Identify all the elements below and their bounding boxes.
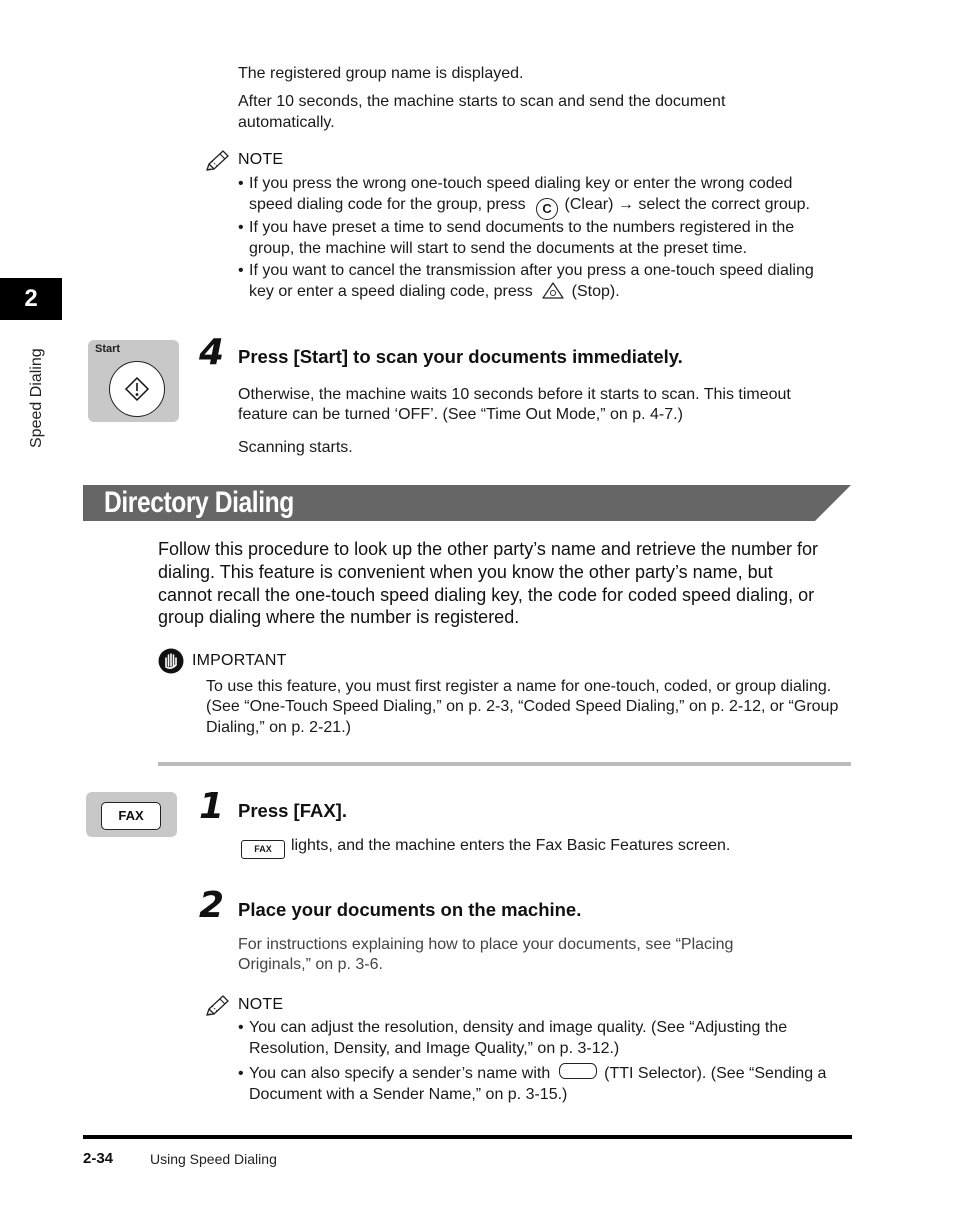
note-2-bullet-2-line1 xyxy=(249,1063,826,1084)
step-2-number: 2 xyxy=(199,885,225,926)
note-2-bullet-2-text-a: You can also specify a sender’s name with xyxy=(249,1065,551,1082)
fax-key-label: FAX xyxy=(118,808,144,823)
note-2-bullet-1 xyxy=(238,1017,788,1059)
step-1-title: Press [FAX]. xyxy=(238,800,347,821)
bullet-dot: • xyxy=(238,219,244,236)
note-2-bullet-2-text-b: (TTI Selector). (See “Sending a xyxy=(604,1065,827,1082)
step-2-title: Place your documents on the machine. xyxy=(238,899,582,920)
step-1-text-body: lights, and the machine enters the Fax Basic Features screen. xyxy=(291,837,731,854)
note-pencil-icon xyxy=(203,148,233,174)
section-title: Directory Dialing xyxy=(104,486,294,519)
note-2-bullet-2-line2: Document with a Sender Name,” on p. 3-15.) xyxy=(249,1086,568,1103)
chapter-side-label xyxy=(26,298,48,448)
divider xyxy=(158,762,851,766)
footer-title: Using Speed Dialing xyxy=(150,1151,277,1167)
hand-stop-icon xyxy=(158,648,184,674)
step-1-number: 1 xyxy=(199,786,225,827)
start-key-panel xyxy=(88,340,179,422)
chapter-side-label-text: Speed Dialing xyxy=(28,348,45,448)
note-bullet-3-line2 xyxy=(249,281,814,302)
note-bullet-2 xyxy=(238,217,795,259)
step-4-result: Scanning starts. xyxy=(238,439,353,456)
section-intro-line4: group dialing where the number is registered. xyxy=(158,607,520,627)
arrow-icon: → xyxy=(617,196,634,213)
start-key-label: Start xyxy=(95,343,121,355)
step-4-number: 4 xyxy=(199,332,225,373)
intro-text-2-line1: After 10 seconds, the machine starts to scan and send the document xyxy=(238,93,726,110)
start-diamond-icon xyxy=(109,361,165,417)
bullet-dot: • xyxy=(238,175,244,192)
note-pencil-icon xyxy=(203,993,233,1019)
step-1-text xyxy=(241,835,730,859)
tti-selector-key-icon xyxy=(559,1063,597,1079)
fax-key-panel xyxy=(86,792,177,837)
note-bullet-3-line1: If you want to cancel the transmission after you press a one-touch speed dialing xyxy=(249,262,814,279)
step-2-text-line2: Originals,” on p. 3-6. xyxy=(238,956,383,973)
note-bullet-2-line1: If you have preset a time to send documents to the numbers registered in the xyxy=(249,219,795,236)
note-bullet-3-text-a: key or enter a speed dialing code, press xyxy=(249,283,533,300)
note-bullet-1-text-b: (Clear) xyxy=(564,196,614,213)
step-4-title: Press [Start] to scan your documents immediately. xyxy=(238,346,683,367)
important-heading: IMPORTANT xyxy=(192,652,287,669)
important-line1: To use this feature, you must first register a name for one-touch, coded, or group dialing. xyxy=(206,678,832,695)
fax-key xyxy=(101,802,161,830)
clear-key-icon: C xyxy=(536,198,558,220)
fax-key-inline-icon: FAX xyxy=(241,840,285,859)
note-2-bullet-2 xyxy=(238,1063,827,1105)
note-bullet-1-line2 xyxy=(249,194,810,215)
section-banner xyxy=(83,485,851,521)
bullet-dot: • xyxy=(238,1065,244,1082)
section-intro-line1: Follow this procedure to look up the other party’s name and retrieve the number for xyxy=(158,539,819,559)
important-line2: (See “One-Touch Speed Dialing,” on p. 2-3, “Coded Speed Dialing,” on p. 2-12, or “Group xyxy=(206,698,839,715)
note-bullet-3-text-b: (Stop). xyxy=(571,283,620,300)
important-line3: Dialing,” on p. 2-21.) xyxy=(206,719,351,736)
note-bullet-1-text-a: speed dialing code for the group, press xyxy=(249,196,526,213)
section-intro-line3: cannot recall the one-touch speed dialing key, the code for coded speed dialing, or xyxy=(158,585,815,605)
note-bullet-3 xyxy=(238,260,814,302)
footer-page-number: 2-34 xyxy=(83,1150,114,1167)
intro-text-2-line2: automatically. xyxy=(238,114,335,131)
note-heading: NOTE xyxy=(238,151,284,168)
note-bullet-1-text-c: select the correct group. xyxy=(638,196,810,213)
note-2-bullet-1-line1: You can adjust the resolution, density and image quality. (See “Adjusting the xyxy=(249,1019,788,1036)
note-bullet-1 xyxy=(238,173,810,216)
stop-key-icon xyxy=(541,281,565,301)
bullet-dot: • xyxy=(238,262,244,279)
intro-text-1: The registered group name is displayed. xyxy=(238,65,524,82)
step-4-text-line1: Otherwise, the machine waits 10 seconds before it starts to scan. This timeout xyxy=(238,386,791,403)
step-2-text-line1: For instructions explaining how to place your documents, see “Placing xyxy=(238,936,734,953)
note-bullet-2-line2: group, the machine will start to send the documents at the preset time. xyxy=(249,240,748,257)
start-button xyxy=(109,361,165,417)
section-intro-line2: dialing. This feature is convenient when you know the other party’s name, but xyxy=(158,562,773,582)
note-2-bullet-1-line2: Resolution, Density, and Image Quality,” on p. 3-12.) xyxy=(249,1040,620,1057)
chapter-number: 2 xyxy=(24,285,38,312)
note-2-heading: NOTE xyxy=(238,996,284,1013)
footer-rule xyxy=(83,1135,852,1139)
step-4-text-line2: feature can be turned ‘OFF’. (See “Time Out Mode,” on p. 4-7.) xyxy=(238,406,683,423)
bullet-dot: • xyxy=(238,1019,244,1036)
note-bullet-1-line1: If you press the wrong one-touch speed dialing key or enter the wrong coded xyxy=(249,175,793,192)
